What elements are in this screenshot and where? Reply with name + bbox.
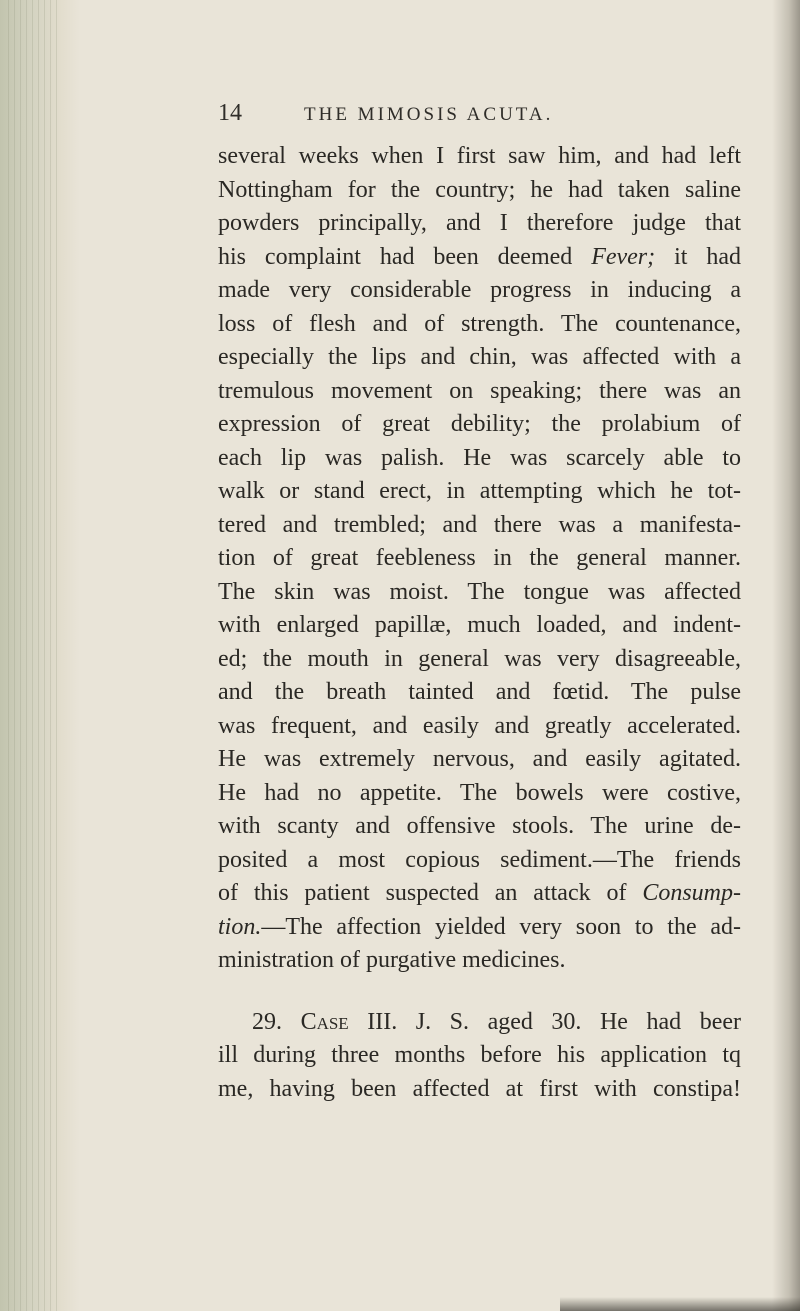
text-line: tion of great feebleness in the general manner. <box>218 545 741 571</box>
text-line: me, having been affected at first with constipa! <box>218 1075 741 1102</box>
case-heading-line: 29. Case III. J. S. aged 30. He had beer <box>252 1008 742 1035</box>
text-line: tremulous movement on speaking; there was an <box>218 377 741 404</box>
text-line: ed; the mouth in general was very disagreeable, <box>218 645 741 672</box>
case-label: Case III. <box>300 1008 398 1035</box>
running-title: THE MIMOSIS ACUTA. <box>304 104 554 125</box>
text-line: tered and trembled; and there was a manifesta- <box>218 511 741 538</box>
text-line: his complaint had been deemed Fever; it had <box>218 243 741 270</box>
paragraph-gap <box>218 978 741 1006</box>
text-line: several weeks when I first saw him, and had left <box>218 143 741 169</box>
text-line: with scanty and offensive stools. The urine de- <box>218 813 741 839</box>
page-bottom-edge <box>560 1297 800 1311</box>
text-line: each lip was palish. He was scarcely able to <box>218 444 741 471</box>
text-line: powders principally, and I therefore judge that <box>218 210 741 236</box>
page-number: 14 <box>218 100 242 126</box>
text-line: with enlarged papillæ, much loaded, and indent- <box>218 612 741 638</box>
text-line: He was extremely nervous, and easily agitated. <box>218 746 741 772</box>
page-edge-shadow <box>772 0 800 1311</box>
text-line: Nottingham for the country; he had taken saline <box>218 176 741 203</box>
text-line: walk or stand erect, in attempting which he tot- <box>218 478 741 504</box>
italic-term: Consump- <box>642 880 741 906</box>
case-number: 29. <box>252 1008 282 1035</box>
body-text <box>218 140 741 1106</box>
italic-term: Fever; <box>591 243 656 270</box>
text-line: was frequent, and easily and greatly accelerated. <box>218 712 741 739</box>
text-line: He had no appetite. The bowels were costive, <box>218 779 741 806</box>
text-line: ministration of purgative medicines. <box>218 947 566 973</box>
text-line: of this patient suspected an attack of Consump- <box>218 880 741 906</box>
text-line: expression of great debility; the prolabium of <box>218 411 741 437</box>
text-line: especially the lips and chin, was affected with a <box>218 344 741 370</box>
text-line: and the breath tainted and fœtid. The pulse <box>218 679 741 705</box>
italic-term: tion. <box>218 913 262 940</box>
text-line: tion.—The affection yielded very soon to the ad- <box>218 913 741 940</box>
text-line: made very considerable progress in inducing a <box>218 277 741 303</box>
text-line: The skin was moist. The tongue was affected <box>218 578 741 605</box>
text-line: posited a most copious sediment.—The friends <box>218 846 741 873</box>
binding-texture <box>8 0 58 1311</box>
text-line: loss of flesh and of strength. The countenance, <box>218 310 741 337</box>
page-header <box>218 100 738 130</box>
text-line: ill during three months before his application tq <box>218 1042 741 1068</box>
